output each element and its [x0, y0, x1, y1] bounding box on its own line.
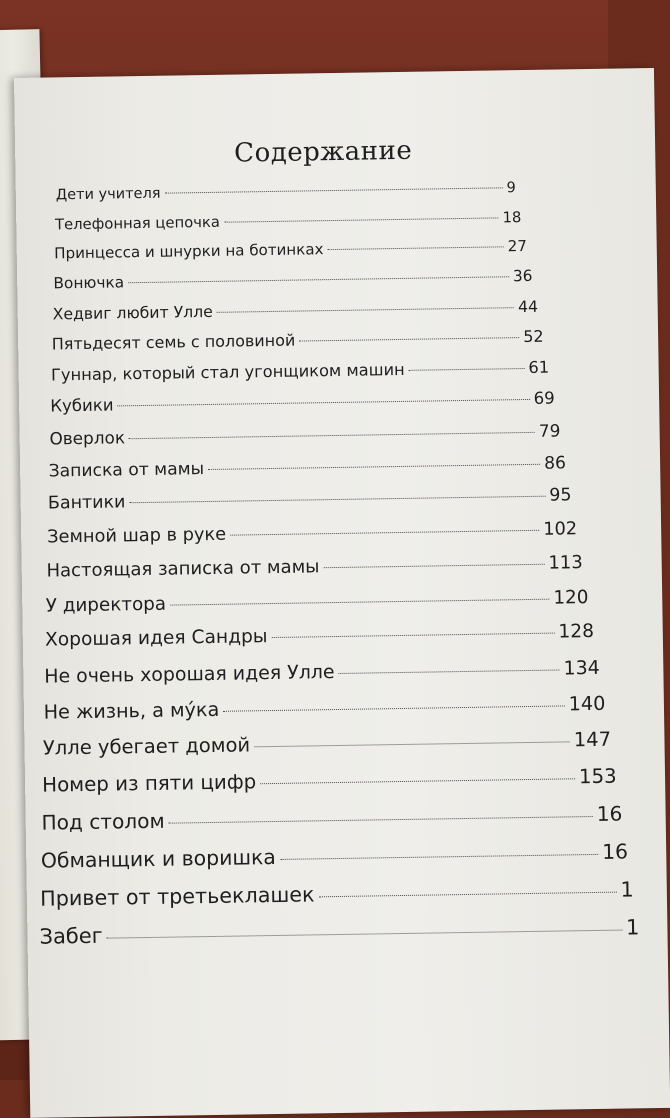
- table-of-contents: [39, 132, 666, 963]
- toc-entry-title: Не жизнь, а му́ка: [43, 698, 220, 724]
- dot-leader: [280, 853, 598, 859]
- toc-entry-page-number: 95: [549, 485, 572, 507]
- toc-entry-page-number: 128: [558, 621, 595, 643]
- toc-entry-title: Хедвиг любит Улле: [52, 301, 214, 324]
- dot-leader: [254, 742, 570, 748]
- toc-entry-title: Земной шар в руке: [47, 524, 227, 548]
- toc-entry-page-number: 18: [502, 208, 522, 226]
- toc-entry-title: Пятьдесят семь с половиной: [51, 330, 296, 354]
- toc-entry-page-number: 153: [578, 764, 617, 789]
- toc-entry-title: Телефонная цепочка: [54, 213, 221, 233]
- toc-entry-title: Привет от третьеклашек: [39, 881, 315, 911]
- toc-entry-page-number: 134: [563, 656, 600, 679]
- dot-leader: [170, 598, 549, 605]
- dot-leader: [223, 706, 564, 712]
- toc-title: Содержание: [233, 135, 413, 169]
- toc-entry-title: Кубики: [50, 395, 114, 416]
- dot-leader: [409, 368, 525, 371]
- toc-entry-title: Забег: [39, 923, 103, 949]
- toc-entry-title: Оверлок: [49, 427, 126, 449]
- toc-entry-title: Обманщик и воришка: [40, 844, 276, 873]
- toc-entry-page-number: 16: [601, 838, 629, 864]
- toc-entry-page-number: 113: [548, 552, 583, 575]
- dot-leader: [169, 816, 593, 824]
- toc-entry-title: Не очень хорошая идея Улле: [44, 660, 335, 688]
- toc-entry-title: Настоящая записка от мамы: [46, 556, 320, 582]
- dot-leader: [327, 247, 503, 251]
- dot-leader: [319, 891, 617, 897]
- dot-leader: [339, 669, 560, 673]
- toc-entry-title: Номер из пяти цифр: [42, 770, 257, 797]
- toc-entry-page-number: 69: [533, 389, 555, 409]
- toc-entry-page-number: 147: [573, 728, 612, 752]
- toc-entry-title: Дети учителя: [55, 185, 161, 204]
- dot-leader: [118, 399, 530, 406]
- toc-entry-page-number: 44: [517, 296, 539, 316]
- dot-leader: [260, 778, 575, 784]
- toc-entry-title: Улле убегает домой: [42, 733, 251, 760]
- toc-entry-page-number: 102: [543, 518, 578, 540]
- toc-entry-page-number: 61: [528, 357, 550, 378]
- dot-leader: [299, 337, 519, 341]
- toc-entry-title: Вонючка: [53, 273, 125, 293]
- dot-leader: [217, 307, 514, 313]
- dot-leader: [208, 463, 540, 469]
- toc-entry-title: Под столом: [41, 808, 165, 835]
- toc-entry-page-number: 52: [523, 326, 544, 347]
- toc-entry-page-number: 27: [507, 237, 528, 256]
- dot-leader: [107, 930, 622, 939]
- toc-entry-page-number: 86: [543, 453, 567, 474]
- toc-entry-page-number: 79: [538, 420, 561, 442]
- dot-leader: [224, 217, 499, 222]
- toc-entry-page-number: 140: [568, 691, 606, 716]
- toc-entry-title: У директора: [45, 593, 167, 617]
- toc-entry-page-number: 1: [625, 915, 640, 940]
- toc-entry-title: Принцесса и шнурки на ботинках: [54, 240, 324, 263]
- dot-leader: [128, 276, 509, 283]
- toc-entry-title: Хорошая идея Сандры: [44, 626, 268, 651]
- dot-leader: [164, 187, 502, 193]
- toc-entry-title: Бантики: [47, 492, 126, 514]
- toc-entry-page-number: 120: [553, 586, 589, 609]
- dot-leader: [129, 432, 535, 439]
- dot-leader: [230, 529, 539, 535]
- toc-entry-page-number: 1: [620, 876, 634, 902]
- book-page: [14, 68, 670, 1118]
- dot-leader: [129, 496, 545, 504]
- dot-leader: [323, 564, 544, 568]
- toc-entry-page-number: 16: [596, 801, 623, 826]
- toc-entry-title: Записка от мамы: [48, 458, 205, 482]
- toc-list: [39, 178, 666, 963]
- toc-entry-page-number: 9: [506, 180, 516, 197]
- dot-leader: [272, 633, 555, 638]
- toc-entry-page-number: 36: [512, 266, 533, 286]
- toc-entry: [39, 915, 640, 963]
- toc-entry-title: Гуннар, который стал угонщиком машин: [50, 360, 405, 385]
